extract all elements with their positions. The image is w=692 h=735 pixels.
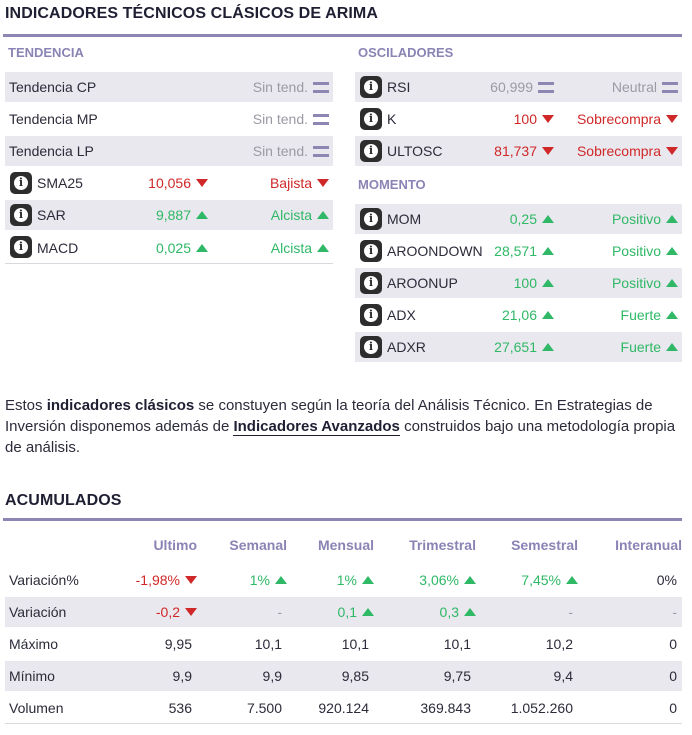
table-cell: 0%: [656, 572, 677, 588]
table-cell: 369.843: [420, 700, 471, 716]
arrow-up-icon: [666, 311, 678, 319]
osciladores-heading: OSCILADORES: [358, 45, 454, 60]
arrow-up-icon: [362, 576, 374, 584]
row-value: 9,887: [156, 207, 208, 223]
row-value: 10,056: [148, 175, 208, 191]
table-row: [5, 693, 682, 724]
table-cell: 9,9: [172, 668, 192, 684]
table-cell: 10,1: [254, 636, 282, 652]
indicator-row-aroondown: [355, 236, 682, 266]
row-label: ULTOSC: [387, 143, 443, 159]
row-value: 0,025: [156, 240, 208, 256]
row-status: Fuerte: [621, 307, 678, 323]
arrow-up-icon: [196, 244, 208, 252]
arrow-up-icon: [542, 247, 554, 255]
row-status: Sobrecompra: [577, 111, 678, 127]
table-row: [5, 661, 682, 691]
row-label: MOM: [387, 211, 422, 227]
info-icon[interactable]: i: [10, 172, 32, 194]
row-value: 0,25: [510, 211, 554, 227]
row-label: Tendencia MP: [9, 111, 98, 127]
tendencia-row: [5, 104, 333, 134]
row-value: 27,651: [494, 339, 554, 355]
table-row: [5, 629, 682, 659]
row-status: Bajista: [270, 175, 329, 191]
row-label: Variación: [9, 604, 67, 620]
col-header-semestral: Semestral: [511, 537, 578, 553]
indicator-row-ultosc: [355, 136, 682, 166]
arrow-up-icon: [542, 215, 554, 223]
row-value: 21,06: [502, 307, 554, 323]
momento-heading: MOMENTO: [358, 177, 426, 192]
row-status: Positivo: [612, 275, 678, 291]
table-cell: -1,98%: [136, 572, 197, 588]
info-icon[interactable]: i: [360, 208, 382, 230]
table-cell: 10,1: [443, 636, 471, 652]
table-cell: 920.124: [318, 700, 369, 716]
table-cell: 10,1: [341, 636, 369, 652]
row-status: Sin tend.: [253, 143, 329, 159]
row-label: AROONUP: [387, 275, 458, 291]
row-value: 81,737: [494, 143, 554, 159]
arrow-down-icon: [185, 608, 197, 616]
table-cell: 1.052.260: [510, 700, 573, 716]
neutral-icon: [538, 82, 554, 93]
row-status: Sobrecompra: [577, 143, 678, 159]
col-header-interanual: Interanual: [615, 537, 682, 553]
table-cell: 9,85: [341, 668, 369, 684]
table-cell: -0,2: [156, 604, 197, 620]
table-cell: 0,1: [338, 604, 374, 620]
indicator-row-mom: [355, 204, 682, 234]
row-label: Volumen: [9, 700, 64, 716]
arrow-up-icon: [317, 211, 329, 219]
arrow-up-icon: [666, 279, 678, 287]
arrow-down-icon: [542, 147, 554, 155]
arrow-down-icon: [317, 179, 329, 187]
row-value: 28,571: [494, 243, 554, 259]
indicator-row-adx: [355, 300, 682, 330]
info-icon[interactable]: i: [360, 140, 382, 162]
col-header-trimestral: Trimestral: [409, 537, 476, 553]
table-cell: 0: [669, 636, 677, 652]
row-label: Máximo: [9, 636, 59, 652]
col-header-ultimo: Ultimo: [153, 537, 197, 553]
arrow-up-icon: [317, 244, 329, 252]
row-status: Positivo: [612, 243, 678, 259]
arrow-up-icon: [666, 247, 678, 255]
table-cell: 10,2: [545, 636, 573, 652]
table-cell: 9,9: [262, 668, 282, 684]
arrow-up-icon: [566, 576, 578, 584]
row-label: Tendencia LP: [9, 143, 94, 159]
table-cell: -: [277, 604, 282, 620]
arrow-down-icon: [542, 115, 554, 123]
col-header-mensual: Mensual: [317, 537, 374, 553]
row-value: 100: [514, 111, 554, 127]
arrow-down-icon: [666, 147, 678, 155]
arrow-up-icon: [464, 608, 476, 616]
table-cell: 0,3: [440, 604, 476, 620]
row-label: ADX: [387, 307, 416, 323]
tendencia-heading: TENDENCIA: [8, 45, 84, 60]
arrow-down-icon: [196, 179, 208, 187]
row-label: RSI: [387, 79, 411, 95]
arrow-up-icon: [666, 343, 678, 351]
arrow-up-icon: [542, 311, 554, 319]
table-cell: 536: [168, 700, 192, 716]
tendencia-row: [5, 136, 333, 166]
neutral-icon: [313, 146, 329, 157]
row-label: AROONDOWN: [387, 243, 483, 259]
info-icon[interactable]: i: [360, 76, 382, 98]
table-row: [5, 565, 682, 595]
table-cell: -: [568, 604, 573, 620]
row-label: Tendencia CP: [9, 79, 97, 95]
indicator-row-k: [355, 104, 682, 134]
row-status: Alcista: [271, 207, 329, 223]
row-label: SAR: [37, 207, 66, 223]
info-icon[interactable]: i: [10, 204, 32, 226]
row-status: Sin tend.: [253, 79, 329, 95]
table-cell: 9,75: [443, 668, 471, 684]
neutral-icon: [662, 82, 678, 93]
col-header-semanal: Semanal: [229, 537, 287, 553]
table-row: [5, 597, 682, 627]
indicator-row-aroonup: [355, 268, 682, 298]
bold-phrase: indicadores clásicos: [46, 397, 195, 414]
neutral-icon: [313, 82, 329, 93]
info-icon[interactable]: i: [360, 240, 382, 262]
row-status: Neutral: [612, 79, 678, 95]
arrow-up-icon: [196, 211, 208, 219]
description-paragraph: Estos indicadores clásicos se constuyen según la teoría del Análisis Técnico. En Estrategias de Inversión disponemos además de Indicadores Avanzados construidos bajo una metodología propia de análisis.: [5, 397, 676, 456]
arrow-up-icon: [464, 576, 476, 584]
row-label: MACD: [37, 239, 79, 256]
indicadores-avanzados-link[interactable]: Indicadores Avanzados: [233, 418, 400, 435]
tendencia-row: [5, 72, 333, 102]
arrow-up-icon: [362, 608, 374, 616]
table-cell: 9,95: [164, 636, 192, 652]
indicator-row-sma25: [5, 168, 333, 198]
indicator-row-rsi: [355, 72, 682, 102]
table-cell: 3,06%: [419, 572, 476, 588]
info-icon[interactable]: i: [10, 236, 32, 258]
row-label: ADXR: [387, 339, 426, 355]
row-label: SMA25: [37, 175, 83, 191]
info-icon[interactable]: i: [360, 108, 382, 130]
arrow-down-icon: [666, 115, 678, 123]
neutral-icon: [313, 114, 329, 125]
acumulados-rule: [3, 518, 682, 521]
indicator-row-macd: [5, 232, 333, 264]
title-rule: [3, 34, 682, 37]
indicator-row-sar: [5, 200, 333, 230]
table-cell: 9,4: [553, 668, 573, 684]
row-value: 60,999: [490, 79, 554, 95]
arrow-up-icon: [666, 215, 678, 223]
info-icon[interactable]: i: [360, 304, 382, 326]
arrow-up-icon: [542, 343, 554, 351]
row-status: Positivo: [612, 211, 678, 227]
table-cell: 1%: [337, 572, 374, 588]
row-label: Variación%: [9, 572, 79, 588]
row-status: Fuerte: [621, 339, 678, 355]
table-cell: 7.500: [246, 700, 282, 716]
row-label: K: [387, 111, 397, 127]
info-icon[interactable]: i: [360, 272, 382, 294]
table-cell: 0: [669, 668, 677, 684]
row-label: Mínimo: [9, 668, 55, 684]
table-cell: 0: [669, 700, 677, 716]
arrow-up-icon: [542, 279, 554, 287]
arrow-up-icon: [275, 576, 287, 584]
page-title: INDICADORES TÉCNICOS CLÁSICOS DE ARIMA: [5, 5, 379, 22]
row-status: Alcista: [271, 240, 329, 256]
arrow-down-icon: [185, 576, 197, 584]
table-cell: 7,45%: [521, 572, 578, 588]
table-cell: 1%: [250, 572, 287, 588]
acumulados-title: ACUMULADOS: [5, 492, 122, 509]
row-status: Sin tend.: [253, 111, 329, 127]
row-value: 100: [514, 275, 554, 291]
info-icon[interactable]: i: [360, 336, 382, 358]
table-cell: -: [672, 604, 677, 620]
indicator-row-adxr: [355, 332, 682, 362]
